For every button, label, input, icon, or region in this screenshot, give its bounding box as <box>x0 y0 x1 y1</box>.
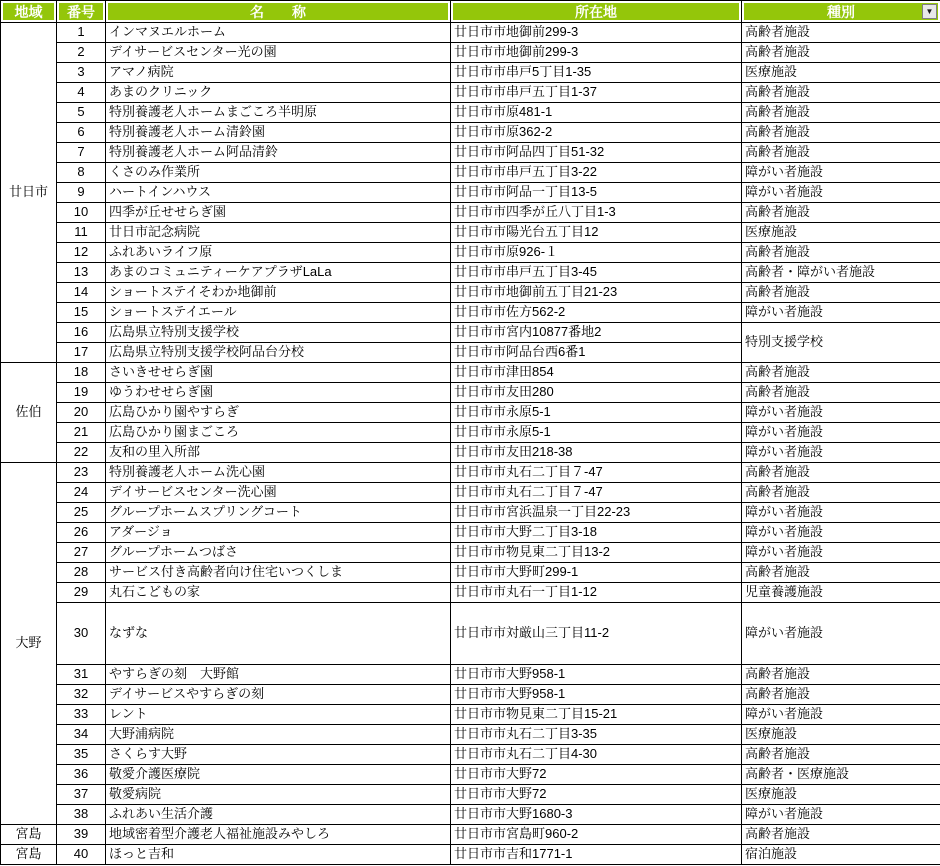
cell-address[interactable]: 廿日市市串戸5丁目1-35 <box>451 63 742 83</box>
table-row <box>1 403 940 423</box>
cell-name[interactable]: くさのみ作業所 <box>106 163 451 183</box>
cell-number[interactable]: 16 <box>57 323 106 343</box>
cell-number[interactable]: 29 <box>57 583 106 603</box>
cell-address[interactable]: 廿日市市串戸五丁目3-22 <box>451 163 742 183</box>
table-row <box>1 805 940 825</box>
table-row <box>1 303 940 323</box>
cell-address[interactable]: 廿日市市大野72 <box>451 765 742 785</box>
cell-name[interactable]: 特別養護老人ホーム洗心園 <box>106 463 451 483</box>
cell-type[interactable]: 高齢者施設 <box>742 143 940 163</box>
cell-address[interactable]: 廿日市市四季が丘八丁目1-3 <box>451 203 742 223</box>
cell-address[interactable]: 廿日市市大野二丁目3-18 <box>451 523 742 543</box>
cell-type[interactable]: 医療施設 <box>742 785 940 805</box>
cell-number[interactable]: 24 <box>57 483 106 503</box>
column-header-address: 所在地 <box>451 1 742 23</box>
cell-number[interactable]: 22 <box>57 443 106 463</box>
cell-number[interactable]: 4 <box>57 83 106 103</box>
cell-address[interactable]: 廿日市市大野958-1 <box>451 685 742 705</box>
cell-name[interactable]: デイサービスやすらぎの刻 <box>106 685 451 705</box>
cell-type[interactable]: 障がい者施設 <box>742 403 940 423</box>
table-row <box>1 443 940 463</box>
table-row <box>1 103 940 123</box>
table-row <box>1 665 940 685</box>
cell-name[interactable]: デイサービスセンター光の園 <box>106 43 451 63</box>
table-header <box>1 1 940 23</box>
cell-name[interactable]: 敬愛病院 <box>106 785 451 805</box>
cell-name[interactable]: 地域密着型介護老人福祉施設みやしろ <box>106 825 451 845</box>
cell-type[interactable]: 高齢者施設 <box>742 825 940 845</box>
cell-number[interactable]: 39 <box>57 825 106 845</box>
cell-name[interactable]: インマヌエルホーム <box>106 23 451 43</box>
cell-number[interactable]: 25 <box>57 503 106 523</box>
cell-number[interactable]: 34 <box>57 725 106 745</box>
cell-type[interactable]: 高齢者施設 <box>742 665 940 685</box>
cell-name[interactable]: ゆうわせせらぎ園 <box>106 383 451 403</box>
cell-name[interactable]: 広島ひかり園やすらぎ <box>106 403 451 423</box>
cell-type[interactable]: 高齢者施設 <box>742 23 940 43</box>
cell-number[interactable]: 31 <box>57 665 106 685</box>
table-row <box>1 123 940 143</box>
cell-name[interactable]: やすらぎの刻 大野館 <box>106 665 451 685</box>
cell-type[interactable]: 高齢者施設 <box>742 103 940 123</box>
cell-number[interactable]: 6 <box>57 123 106 143</box>
cell-number[interactable]: 1 <box>57 23 106 43</box>
table-row <box>1 383 940 403</box>
table-row <box>1 363 940 383</box>
cell-address[interactable]: 廿日市市物見東二丁目15-21 <box>451 705 742 725</box>
cell-name[interactable]: グループホームつばさ <box>106 543 451 563</box>
cell-name[interactable]: ふれあいライフ原 <box>106 243 451 263</box>
cell-address[interactable]: 廿日市市友田218-38 <box>451 443 742 463</box>
cell-address[interactable]: 廿日市市原481-1 <box>451 103 742 123</box>
cell-number[interactable]: 40 <box>57 845 106 865</box>
cell-number[interactable]: 30 <box>57 603 106 665</box>
cell-address[interactable]: 廿日市市丸石二丁目７-47 <box>451 483 742 503</box>
cell-number[interactable]: 21 <box>57 423 106 443</box>
cell-name[interactable]: ショートステイそわか地御前 <box>106 283 451 303</box>
cell-type[interactable]: 宿泊施設 <box>742 845 940 865</box>
table-row <box>1 845 940 865</box>
cell-type[interactable]: 高齢者施設 <box>742 685 940 705</box>
cell-name[interactable]: ほっと吉和 <box>106 845 451 865</box>
cell-address[interactable]: 廿日市市吉和1771-1 <box>451 845 742 865</box>
cell-name[interactable]: なずな <box>106 603 451 665</box>
cell-name[interactable]: グループホームスプリングコート <box>106 503 451 523</box>
cell-name[interactable]: アダージョ <box>106 523 451 543</box>
cell-address[interactable]: 廿日市市大野1680-3 <box>451 805 742 825</box>
cell-number[interactable]: 11 <box>57 223 106 243</box>
cell-number[interactable]: 32 <box>57 685 106 705</box>
table-row <box>1 483 940 503</box>
table-row <box>1 503 940 523</box>
cell-name[interactable]: 広島県立特別支援学校 <box>106 323 451 343</box>
table-row <box>1 263 940 283</box>
cell-address[interactable]: 廿日市市物見東二丁目13-2 <box>451 543 742 563</box>
cell-type[interactable]: 特別支援学校 <box>742 323 940 363</box>
cell-address[interactable]: 廿日市市陽光台五丁目12 <box>451 223 742 243</box>
cell-name[interactable]: ふれあい生活介護 <box>106 805 451 825</box>
column-header-type <box>742 1 940 23</box>
cell-type[interactable]: 高齢者施設 <box>742 383 940 403</box>
table-row <box>1 163 940 183</box>
cell-type[interactable]: 高齢者・医療施設 <box>742 765 940 785</box>
cell-type[interactable]: 高齢者施設 <box>742 203 940 223</box>
cell-number[interactable]: 37 <box>57 785 106 805</box>
table-row <box>1 685 940 705</box>
cell-number[interactable]: 9 <box>57 183 106 203</box>
table-row <box>1 765 940 785</box>
table-row <box>1 563 940 583</box>
cell-number[interactable]: 8 <box>57 163 106 183</box>
table-row <box>1 63 940 83</box>
cell-type[interactable]: 高齢者施設 <box>742 43 940 63</box>
cell-address[interactable]: 廿日市市原926-１ <box>451 243 742 263</box>
cell-number[interactable]: 10 <box>57 203 106 223</box>
cell-address[interactable]: 廿日市市丸石二丁目７-47 <box>451 463 742 483</box>
cell-name[interactable]: さいきせせらぎ園 <box>106 363 451 383</box>
cell-number[interactable]: 27 <box>57 543 106 563</box>
filter-dropdown-icon[interactable]: ▼ <box>922 4 937 19</box>
cell-address[interactable]: 廿日市市丸石二丁目4-30 <box>451 745 742 765</box>
cell-number[interactable]: 23 <box>57 463 106 483</box>
cell-type[interactable]: 障がい者施設 <box>742 443 940 463</box>
cell-address[interactable]: 廿日市市永原5-1 <box>451 423 742 443</box>
cell-number[interactable]: 28 <box>57 563 106 583</box>
cell-type[interactable]: 障がい者施設 <box>742 523 940 543</box>
cell-name[interactable]: アマノ病院 <box>106 63 451 83</box>
table-row <box>1 523 940 543</box>
cell-type[interactable]: 高齢者施設 <box>742 363 940 383</box>
table-row <box>1 323 940 343</box>
table-row <box>1 23 940 43</box>
table-row <box>1 83 940 103</box>
cell-type[interactable]: 高齢者施設 <box>742 243 940 263</box>
column-header-type-label: 種別 <box>827 3 855 20</box>
cell-number[interactable]: 5 <box>57 103 106 123</box>
cell-address[interactable]: 廿日市市大野72 <box>451 785 742 805</box>
cell-name[interactable]: 広島県立特別支援学校阿品台分校 <box>106 343 451 363</box>
cell-address[interactable]: 廿日市市津田854 <box>451 363 742 383</box>
cell-type[interactable]: 児童養護施設 <box>742 583 940 603</box>
cell-region[interactable]: 大野 <box>1 463 57 825</box>
cell-address[interactable]: 廿日市市対厳山三丁目11-2 <box>451 603 742 665</box>
table-row <box>1 543 940 563</box>
cell-address[interactable]: 廿日市市阿品四丁目51-32 <box>451 143 742 163</box>
cell-type[interactable]: 高齢者施設 <box>742 83 940 103</box>
cell-name[interactable]: レント <box>106 705 451 725</box>
cell-name[interactable]: 廿日市記念病院 <box>106 223 451 243</box>
cell-type[interactable]: 高齢者施設 <box>742 483 940 503</box>
cell-name[interactable]: 丸石こどもの家 <box>106 583 451 603</box>
cell-type[interactable]: 高齢者施設 <box>742 123 940 143</box>
cell-number[interactable]: 17 <box>57 343 106 363</box>
table-row <box>1 825 940 845</box>
cell-address[interactable]: 廿日市市丸石一丁目1-12 <box>451 583 742 603</box>
cell-region[interactable]: 宮島 <box>1 825 57 845</box>
table-row <box>1 223 940 243</box>
cell-type[interactable]: 障がい者施設 <box>742 423 940 443</box>
cell-type[interactable]: 障がい者施設 <box>742 503 940 523</box>
cell-address[interactable]: 廿日市市永原5-1 <box>451 403 742 423</box>
cell-name[interactable]: 友和の里入所部 <box>106 443 451 463</box>
cell-name[interactable]: 特別養護老人ホーム清鈴園 <box>106 123 451 143</box>
column-header-region: 地域 <box>1 1 57 23</box>
cell-number[interactable]: 35 <box>57 745 106 765</box>
cell-number[interactable]: 26 <box>57 523 106 543</box>
cell-type[interactable]: 障がい者施設 <box>742 163 940 183</box>
cell-address[interactable]: 廿日市市大野958-1 <box>451 665 742 685</box>
cell-region[interactable]: 廿日市 <box>1 23 57 363</box>
cell-address[interactable]: 廿日市市宮内10877番地2 <box>451 323 742 343</box>
cell-name[interactable]: ショートステイエール <box>106 303 451 323</box>
cell-name[interactable]: さくらす大野 <box>106 745 451 765</box>
cell-type[interactable]: 障がい者施設 <box>742 805 940 825</box>
cell-number[interactable]: 14 <box>57 283 106 303</box>
cell-number[interactable]: 2 <box>57 43 106 63</box>
column-header-number: 番号 <box>57 1 106 23</box>
table-body <box>1 23 940 865</box>
cell-address[interactable]: 廿日市市阿品一丁目13-5 <box>451 183 742 203</box>
column-header-name: 名 称 <box>106 1 451 23</box>
table-row <box>1 203 940 223</box>
cell-address[interactable]: 廿日市市大野町299-1 <box>451 563 742 583</box>
table-row <box>1 183 940 203</box>
cell-name[interactable]: デイサービスセンター洗心園 <box>106 483 451 503</box>
cell-type[interactable]: 高齢者施設 <box>742 745 940 765</box>
table-row <box>1 243 940 263</box>
cell-region[interactable]: 佐伯 <box>1 363 57 463</box>
cell-number[interactable]: 3 <box>57 63 106 83</box>
header-row <box>1 1 940 23</box>
cell-type[interactable]: 障がい者施設 <box>742 705 940 725</box>
cell-name[interactable]: あまのクリニック <box>106 83 451 103</box>
cell-address[interactable]: 廿日市市丸石二丁目3-35 <box>451 725 742 745</box>
cell-type[interactable]: 医療施設 <box>742 725 940 745</box>
cell-address[interactable]: 廿日市市宮島町960-2 <box>451 825 742 845</box>
cell-address[interactable]: 廿日市市原362-2 <box>451 123 742 143</box>
cell-type[interactable]: 医療施設 <box>742 63 940 83</box>
table-row <box>1 143 940 163</box>
cell-address[interactable]: 廿日市市串戸五丁目1-37 <box>451 83 742 103</box>
cell-number[interactable]: 15 <box>57 303 106 323</box>
table-row <box>1 785 940 805</box>
cell-type[interactable]: 障がい者施設 <box>742 183 940 203</box>
cell-number[interactable]: 7 <box>57 143 106 163</box>
cell-address[interactable]: 廿日市市宮浜温泉一丁目22-23 <box>451 503 742 523</box>
cell-type[interactable]: 高齢者施設 <box>742 563 940 583</box>
cell-address[interactable]: 廿日市市串戸五丁目3-45 <box>451 263 742 283</box>
cell-name[interactable]: 四季が丘せせらぎ園 <box>106 203 451 223</box>
table-row <box>1 43 940 63</box>
cell-address[interactable]: 廿日市市地御前299-3 <box>451 23 742 43</box>
table-row <box>1 283 940 303</box>
cell-address[interactable]: 廿日市市阿品台西6番1 <box>451 343 742 363</box>
cell-type[interactable]: 医療施設 <box>742 223 940 243</box>
cell-type[interactable]: 高齢者施設 <box>742 283 940 303</box>
cell-number[interactable]: 19 <box>57 383 106 403</box>
table-row <box>1 583 940 603</box>
table-row <box>1 463 940 483</box>
cell-type[interactable]: 障がい者施設 <box>742 303 940 323</box>
cell-address[interactable]: 廿日市市地御前五丁目21-23 <box>451 283 742 303</box>
cell-name[interactable]: 敬愛介護医療院 <box>106 765 451 785</box>
table-row <box>1 745 940 765</box>
cell-name[interactable]: あまのコミュニティーケアプラザLaLa <box>106 263 451 283</box>
cell-name[interactable]: 大野浦病院 <box>106 725 451 745</box>
table-row <box>1 725 940 745</box>
cell-name[interactable]: ハートインハウス <box>106 183 451 203</box>
cell-number[interactable]: 36 <box>57 765 106 785</box>
cell-type[interactable]: 障がい者施設 <box>742 543 940 563</box>
cell-number[interactable]: 38 <box>57 805 106 825</box>
table-row <box>1 423 940 443</box>
cell-name[interactable]: 特別養護老人ホーム阿品清鈴 <box>106 143 451 163</box>
cell-number[interactable]: 13 <box>57 263 106 283</box>
cell-type[interactable]: 障がい者施設 <box>742 603 940 665</box>
cell-address[interactable]: 廿日市市佐方562-2 <box>451 303 742 323</box>
table-row <box>1 603 940 665</box>
cell-address[interactable]: 廿日市市友田280 <box>451 383 742 403</box>
cell-number[interactable]: 18 <box>57 363 106 383</box>
cell-region[interactable]: 宮島 <box>1 845 57 865</box>
cell-number[interactable]: 33 <box>57 705 106 725</box>
cell-number[interactable]: 20 <box>57 403 106 423</box>
cell-type[interactable]: 高齢者・障がい者施設 <box>742 263 940 283</box>
cell-type[interactable]: 高齢者施設 <box>742 463 940 483</box>
cell-name[interactable]: 特別養護老人ホームまごころ半明原 <box>106 103 451 123</box>
table-row <box>1 705 940 725</box>
cell-name[interactable]: サービス付き高齢者向け住宅いつくしま <box>106 563 451 583</box>
cell-number[interactable]: 12 <box>57 243 106 263</box>
cell-name[interactable]: 広島ひかり園まごころ <box>106 423 451 443</box>
cell-address[interactable]: 廿日市市地御前299-3 <box>451 43 742 63</box>
